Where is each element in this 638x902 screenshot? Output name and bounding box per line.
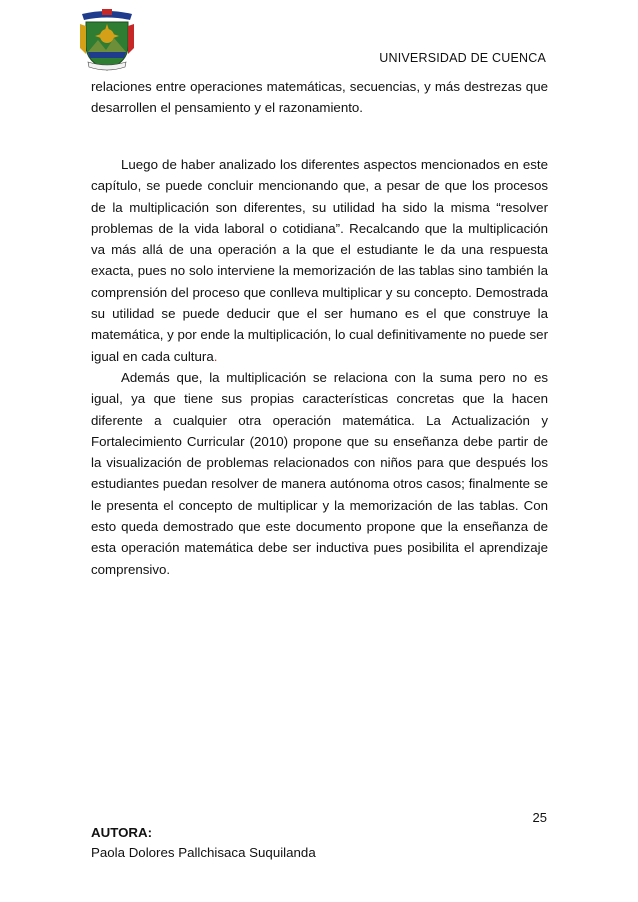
paragraph-conclusion-body: Luego de haber analizado los diferentes aspectos mencionados en este capítulo, se puede concluir mencionando que, a pesar de que los procesos de la multiplicación son diferentes, su utilidad ha sido la misma “resolver problemas de la vida laboral o cotidiana”. Recalcando que la multiplicación va más allá de una operación a la que el estudiante le da una respuesta exacta, pues no solo interviene la memorización de las tablas sino también la comprensión del proceso que conlleva multiplicar y su concepto. Demostrada su utilidad se puede deducir que el ser humano es el que construye la matemática, y por ende la multiplicación, lo cual definitivamente no puede ser igual en cada cultura [91, 157, 548, 364]
paragraph-conclusion-period: . [213, 348, 218, 364]
paragraph-conclusion [91, 154, 548, 367]
paragraph-intro [91, 76, 548, 119]
author-label: AUTORA: [91, 825, 153, 840]
page-number: 25 [532, 810, 547, 825]
paragraph-multiplication-text: Además que, la multiplicación se relaciona con la suma pero no es igual, ya que tiene sus propias características concretas que la hacen diferente a cualquier otra operación matemática. La Actualización y Fortalecimiento Curricular (2010) propone que su enseñanza debe partir de la visualización de problemas relacionados con niños para que después los estudiantes puedan resolver de manera autónoma otros casos; finalmente se le presenta el concepto de multiplicar y la memorización de las tablas. Con esto queda demostrado que este documento propone que la enseñanza de esta operación matemática debe ser inductiva pues posibilita el aprendizaje comprensivo. [91, 370, 548, 577]
university-name: UNIVERSIDAD DE CUENCA [379, 51, 546, 65]
university-crest-icon [78, 8, 136, 74]
paragraph-intro-text: relaciones entre operaciones matemáticas, secuencias, y más destrezas que desarrollen el pensamiento y el razonamiento. [91, 79, 548, 116]
paragraph-multiplication [91, 367, 548, 580]
paragraph-conclusion-text [91, 154, 548, 367]
author-name: Paola Dolores Pallchisaca Suquilanda [91, 845, 316, 860]
